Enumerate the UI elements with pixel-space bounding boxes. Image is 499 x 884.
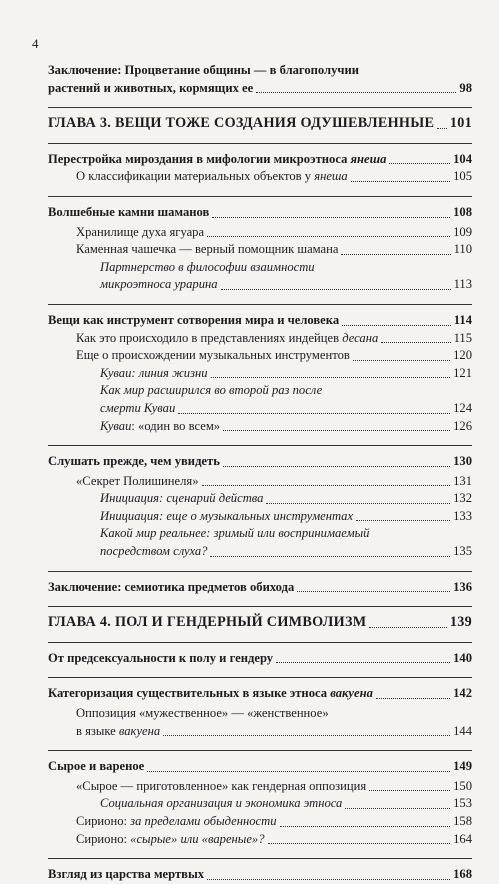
leader-dots bbox=[369, 627, 446, 628]
leader-dots bbox=[381, 342, 450, 343]
section-divider bbox=[48, 107, 472, 108]
toc-entry-conclusion-semiotics bbox=[48, 579, 472, 597]
toc-entry-title: Куваи: линия жизни bbox=[100, 365, 208, 380]
leader-dots bbox=[221, 289, 451, 290]
toc-entry-chapter-4 bbox=[48, 614, 472, 632]
toc-entry-which-world bbox=[48, 525, 472, 560]
toc-page-number: 158 bbox=[453, 814, 472, 828]
toc-entry-title: смерти Куваи bbox=[100, 400, 176, 415]
page-number: 4 bbox=[32, 36, 39, 51]
leader-dots bbox=[353, 360, 450, 361]
leader-dots bbox=[212, 217, 450, 218]
toc-entry-title: в языке bbox=[76, 723, 119, 738]
toc-page-number: 121 bbox=[453, 365, 472, 380]
toc-entry-gender-opposition bbox=[48, 778, 472, 796]
leader-dots bbox=[345, 808, 450, 809]
toc-page-number: 140 bbox=[453, 650, 472, 665]
toc-page-number: 153 bbox=[453, 796, 472, 811]
leader-dots bbox=[223, 430, 450, 431]
toc-entry-partnership bbox=[48, 259, 472, 294]
leader-dots bbox=[202, 485, 451, 486]
toc-entry-title: Сирионо: bbox=[76, 831, 131, 846]
toc-entry-conclusion-community bbox=[48, 62, 472, 97]
toc-entry-title-emphasis: десана bbox=[342, 330, 379, 345]
leader-dots bbox=[276, 662, 450, 663]
section-divider bbox=[48, 642, 472, 643]
toc-entry-title: микроэтноса урарина bbox=[100, 277, 218, 292]
toc-entry-instruments-origin bbox=[48, 347, 472, 365]
toc-entry-secret bbox=[48, 473, 472, 491]
leader-dots bbox=[210, 556, 450, 557]
toc-entry-title: «Секрет Полишинеля» bbox=[76, 473, 199, 488]
toc-entry-title: Заключение: Процветание общины — в благополучии bbox=[48, 63, 359, 77]
toc-entry-social-organization bbox=[48, 795, 472, 813]
toc-entry-things-as-instrument bbox=[48, 312, 472, 330]
toc-entry-siriono-raw bbox=[48, 831, 472, 849]
toc-entry-title: Сирионо: bbox=[76, 814, 131, 828]
leader-dots bbox=[207, 236, 450, 237]
section-divider bbox=[48, 858, 472, 859]
leader-dots bbox=[266, 503, 450, 504]
toc-entry-kuvai-one-in-all bbox=[48, 418, 472, 436]
toc-page-number: 131 bbox=[453, 473, 472, 488]
toc-entry-title: Какой мир реальнее: зримый или воспринимаемый bbox=[100, 526, 370, 541]
leader-dots bbox=[369, 790, 450, 791]
toc-entry-title-emphasis: «сырые» или «вареные»? bbox=[130, 831, 265, 846]
toc-page-number: 115 bbox=[453, 330, 472, 345]
leader-dots bbox=[341, 254, 450, 255]
toc-entry-opposition bbox=[48, 705, 472, 740]
toc-entry-world-expanded bbox=[48, 382, 472, 417]
toc-page-number: 142 bbox=[453, 686, 472, 701]
section-divider bbox=[48, 750, 472, 751]
leader-dots bbox=[147, 771, 450, 772]
leader-dots bbox=[376, 698, 450, 699]
toc-page-number: 110 bbox=[453, 242, 472, 257]
section-divider bbox=[48, 445, 472, 446]
toc-entry-title: растений и животных, кормящих ее bbox=[48, 80, 254, 95]
toc-entry-chapter-3 bbox=[48, 115, 472, 133]
leader-dots bbox=[437, 128, 447, 129]
toc-entry-title: Вещи как инструмент сотворения мира и человека bbox=[48, 312, 340, 327]
chapter-title: ГЛАВА 4. ПОЛ И ГЕНДЕРНЫЙ СИМВОЛИЗМ bbox=[48, 614, 367, 631]
toc-entry-title: Перестройка мироздания в мифологии микроэтноса bbox=[48, 151, 351, 166]
toc-entry-title: Социальная организация и экономика этноса bbox=[100, 796, 343, 811]
leader-dots bbox=[163, 735, 450, 736]
toc-entry-jaguar bbox=[48, 224, 472, 242]
toc-entry-title: Каменная чашечка — верный помощник шамана bbox=[76, 242, 339, 257]
toc-entry-title: «Сырое — приготовленное» как гендерная оппозиция bbox=[76, 778, 367, 793]
toc-entry-title: Сырое и вареное bbox=[48, 759, 145, 774]
toc-page-number: 126 bbox=[453, 418, 472, 433]
toc-entry-title: От предсексуальности к полу и гендеру bbox=[48, 650, 274, 665]
toc-entry-siriono-beyond bbox=[48, 813, 472, 831]
toc-entry-title: О классификации материальных объектов у bbox=[76, 169, 315, 184]
toc-page-number: 149 bbox=[453, 759, 472, 774]
toc-page-number: 108 bbox=[453, 204, 472, 219]
toc-page-number: 104 bbox=[453, 151, 472, 166]
chapter-title: ГЛАВА 3. ВЕЩИ ТОЖЕ СОЗДАНИЯ ОДУШЕВЛЕННЫЕ bbox=[48, 115, 435, 132]
toc-entry-title: Слушать прежде, чем увидеть bbox=[48, 454, 220, 469]
toc-entry-categorization bbox=[48, 685, 472, 703]
toc-entry-title-emphasis: за пределами обыденности bbox=[130, 814, 277, 828]
toc-entry-title: Оппозиция «мужественное» — «женственное» bbox=[76, 706, 329, 721]
leader-dots bbox=[351, 181, 450, 182]
toc-entry-title-emphasis: вакуена bbox=[330, 686, 373, 701]
section-divider bbox=[48, 677, 472, 678]
toc-page-number: 130 bbox=[453, 454, 472, 469]
section-divider bbox=[48, 304, 472, 305]
toc-entry-title: Взгляд из царства мертвых bbox=[48, 867, 205, 882]
toc-entry-title: Категоризация существительных в языке этноса bbox=[48, 686, 331, 701]
toc-entry-title: Еще о происхождении музыкальных инструментов bbox=[76, 348, 350, 363]
toc-page-number: 113 bbox=[453, 277, 472, 292]
toc-page-number: 164 bbox=[453, 831, 472, 846]
leader-dots bbox=[342, 325, 451, 326]
section-divider bbox=[48, 196, 472, 197]
leader-dots bbox=[389, 163, 450, 164]
toc-entry-title-emphasis: Куваи bbox=[100, 418, 132, 433]
toc-page-number: 101 bbox=[449, 115, 472, 132]
toc-entry-raw-cooked bbox=[48, 758, 472, 776]
table-of-contents bbox=[48, 62, 472, 884]
leader-dots bbox=[356, 520, 450, 521]
toc-entry-initiation-scenario bbox=[48, 490, 472, 508]
leader-dots bbox=[178, 413, 450, 414]
toc-page-number: 114 bbox=[453, 312, 472, 327]
toc-page-number: 109 bbox=[453, 224, 472, 239]
toc-page-number: 133 bbox=[453, 508, 472, 523]
toc-entry-title: Инициация: сценарий действа bbox=[100, 491, 264, 506]
toc-entry-view-from-dead bbox=[48, 866, 472, 884]
leader-dots bbox=[223, 466, 450, 467]
leader-dots bbox=[256, 92, 456, 93]
toc-page-number: 150 bbox=[453, 778, 472, 793]
toc-entry-title-emphasis: янеша bbox=[350, 151, 387, 166]
toc-page-number: 124 bbox=[453, 400, 472, 415]
toc-page-number: 98 bbox=[459, 80, 472, 95]
toc-entry-kuvai-life bbox=[48, 365, 472, 383]
toc-page-number: 144 bbox=[453, 723, 472, 738]
toc-page-number: 139 bbox=[449, 614, 472, 631]
toc-entry-title-emphasis: янеша bbox=[314, 169, 348, 184]
section-divider bbox=[48, 143, 472, 144]
toc-entry-desana bbox=[48, 330, 472, 348]
toc-entry-title: Как мир расширился во второй раз после bbox=[100, 383, 323, 398]
toc-page-number: 135 bbox=[453, 544, 472, 559]
toc-entry-classification bbox=[48, 168, 472, 186]
leader-dots bbox=[211, 377, 451, 378]
toc-entry-title: Заключение: семиотика предметов обихода bbox=[48, 579, 295, 594]
leader-dots bbox=[207, 879, 450, 880]
toc-entry-title: Хранилище духа ягуара bbox=[76, 224, 205, 239]
toc-entry-title: Инициация: еще о музыкальных инструментах bbox=[100, 508, 354, 523]
toc-entry-title: Как это происходило в представлениях индейцев bbox=[76, 330, 343, 345]
toc-entry-title: Волшебные камни шаманов bbox=[48, 204, 210, 219]
toc-entry-restructuring bbox=[48, 151, 472, 169]
toc-entry-presexuality bbox=[48, 650, 472, 668]
toc-page-number: 136 bbox=[453, 579, 472, 594]
toc-entry-magic-stones bbox=[48, 204, 472, 222]
section-divider bbox=[48, 606, 472, 607]
toc-entry-title: : «один во всем» bbox=[131, 418, 221, 433]
section-divider bbox=[48, 571, 472, 572]
toc-entry-title: Партнерство в философии взаимности bbox=[100, 259, 315, 274]
toc-entry-listen-first bbox=[48, 453, 472, 471]
toc-page-number: 120 bbox=[453, 348, 472, 363]
leader-dots bbox=[268, 843, 451, 844]
toc-page-number: 168 bbox=[453, 867, 472, 882]
toc-entry-title: посредством слуха? bbox=[100, 544, 208, 559]
toc-page-number: 105 bbox=[453, 169, 472, 184]
toc-entry-title-emphasis: вакуена bbox=[118, 723, 161, 738]
leader-dots bbox=[297, 591, 450, 592]
toc-entry-stone-cup bbox=[48, 241, 472, 259]
toc-page-number: 132 bbox=[453, 491, 472, 506]
toc-entry-initiation-instruments bbox=[48, 508, 472, 526]
leader-dots bbox=[280, 826, 451, 827]
